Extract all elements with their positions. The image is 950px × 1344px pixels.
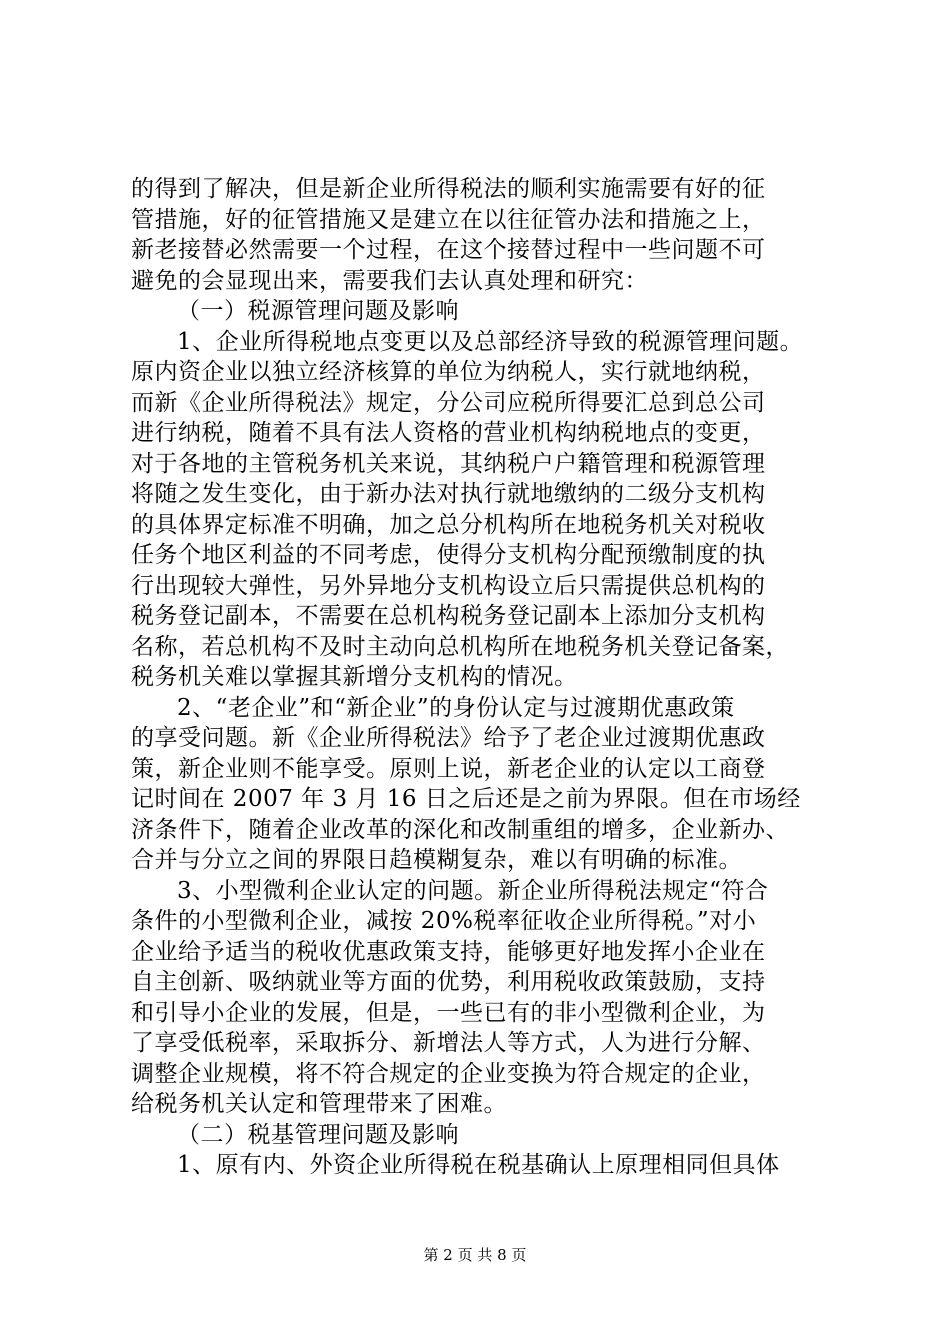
text-line: 行出现较大弹性，另外异地分支机构设立后只需提供总机构的	[131, 572, 766, 599]
text-line: 3、小型微利企业认定的问题。新企业所得税法规定“符合	[177, 877, 769, 904]
text-line: 名称，若总机构不及时主动向总机构所在地税务机关登记备案，	[131, 633, 789, 660]
text-line: （一）税源管理问题及影响	[177, 298, 459, 324]
body-text	[131, 174, 831, 1181]
text-line: 的得到了解决，但是新企业所得税法的顺利实施需要有好的征	[131, 176, 766, 202]
text-line: 避免的会显现出来，需要我们去认真处理和研究：	[131, 267, 648, 294]
text-line: 的具体界定标准不明确，加之总分机构所在地税务机关对税收	[131, 511, 766, 538]
text-line: 而新《企业所得税法》规定，分公司应税所得要汇总到总公司	[131, 389, 766, 416]
text-line: 将随之发生变化，由于新办法对执行就地缴纳的二级分支机构	[131, 481, 766, 507]
text-line: 的享受问题。新《企业所得税法》给予了老企业过渡期优惠政	[131, 725, 766, 751]
text-line: 了享受低税率，采取拆分、新增法人等方式，人为进行分解、	[131, 1030, 766, 1056]
text-line: 策，新企业则不能享受。原则上说，新老企业的认定以工商登	[131, 755, 766, 782]
text-line: 企业给予适当的税收优惠政策支持，能够更好地发挥小企业在	[131, 938, 766, 965]
text-line: 记时间在 2007 年 3 月 16 日之后还是之前为界限。但在市场经	[131, 786, 801, 812]
text-line: 合并与分立之间的界限日趋模糊复杂，难以有明确的标准。	[131, 847, 742, 873]
text-line: 新老接替必然需要一个过程，在这个接替过程中一些问题不可	[131, 237, 766, 263]
text-line: 和引导小企业的发展，但是，一些已有的非小型微利企业，为	[131, 999, 766, 1026]
text-line: 进行纳税，随着不具有法人资格的营业机构纳税地点的变更，	[131, 420, 766, 446]
page-footer: 第 2 页 共 8 页	[423, 1246, 527, 1264]
text-line: 条件的小型微利企业，减按 20%税率征收企业所得税。”对小	[131, 908, 757, 934]
text-line: （二）税基管理问题及影响	[177, 1121, 459, 1148]
text-line: 2、“老企业”和“新企业”的身份认定与过渡期优惠政策	[177, 694, 735, 721]
text-line: 税务机关难以掌握其新增分支机构的情况。	[131, 664, 578, 690]
text-line: 对于各地的主管税务机关来说，其纳税户户籍管理和税源管理	[131, 450, 766, 477]
text-line: 自主创新、吸纳就业等方面的优势，利用税收政策鼓励，支持	[131, 969, 766, 995]
text-line: 1、原有内、外资企业所得税在税基确认上原理相同但具体	[177, 1152, 780, 1178]
text-line: 原内资企业以独立经济核算的单位为纳税人，实行就地纳税，	[131, 359, 766, 385]
text-line: 1、企业所得税地点变更以及总部经济导致的税源管理问题。	[177, 328, 804, 355]
text-line: 济条件下，随着企业改革的深化和改制重组的增多，企业新办、	[131, 816, 789, 843]
text-line: 给税务机关认定和管理带来了困难。	[131, 1091, 507, 1117]
text-line: 税务登记副本，不需要在总机构税务登记副本上添加分支机构	[131, 603, 766, 629]
text-line: 管措施，好的征管措施又是建立在以往征管办法和措施之上，	[131, 206, 766, 233]
text-line: 调整企业规模，将不符合规定的企业变换为符合规定的企业，	[131, 1060, 766, 1087]
text-line: 任务个地区利益的不同考虑，使得分支机构分配预缴制度的执	[131, 542, 766, 568]
